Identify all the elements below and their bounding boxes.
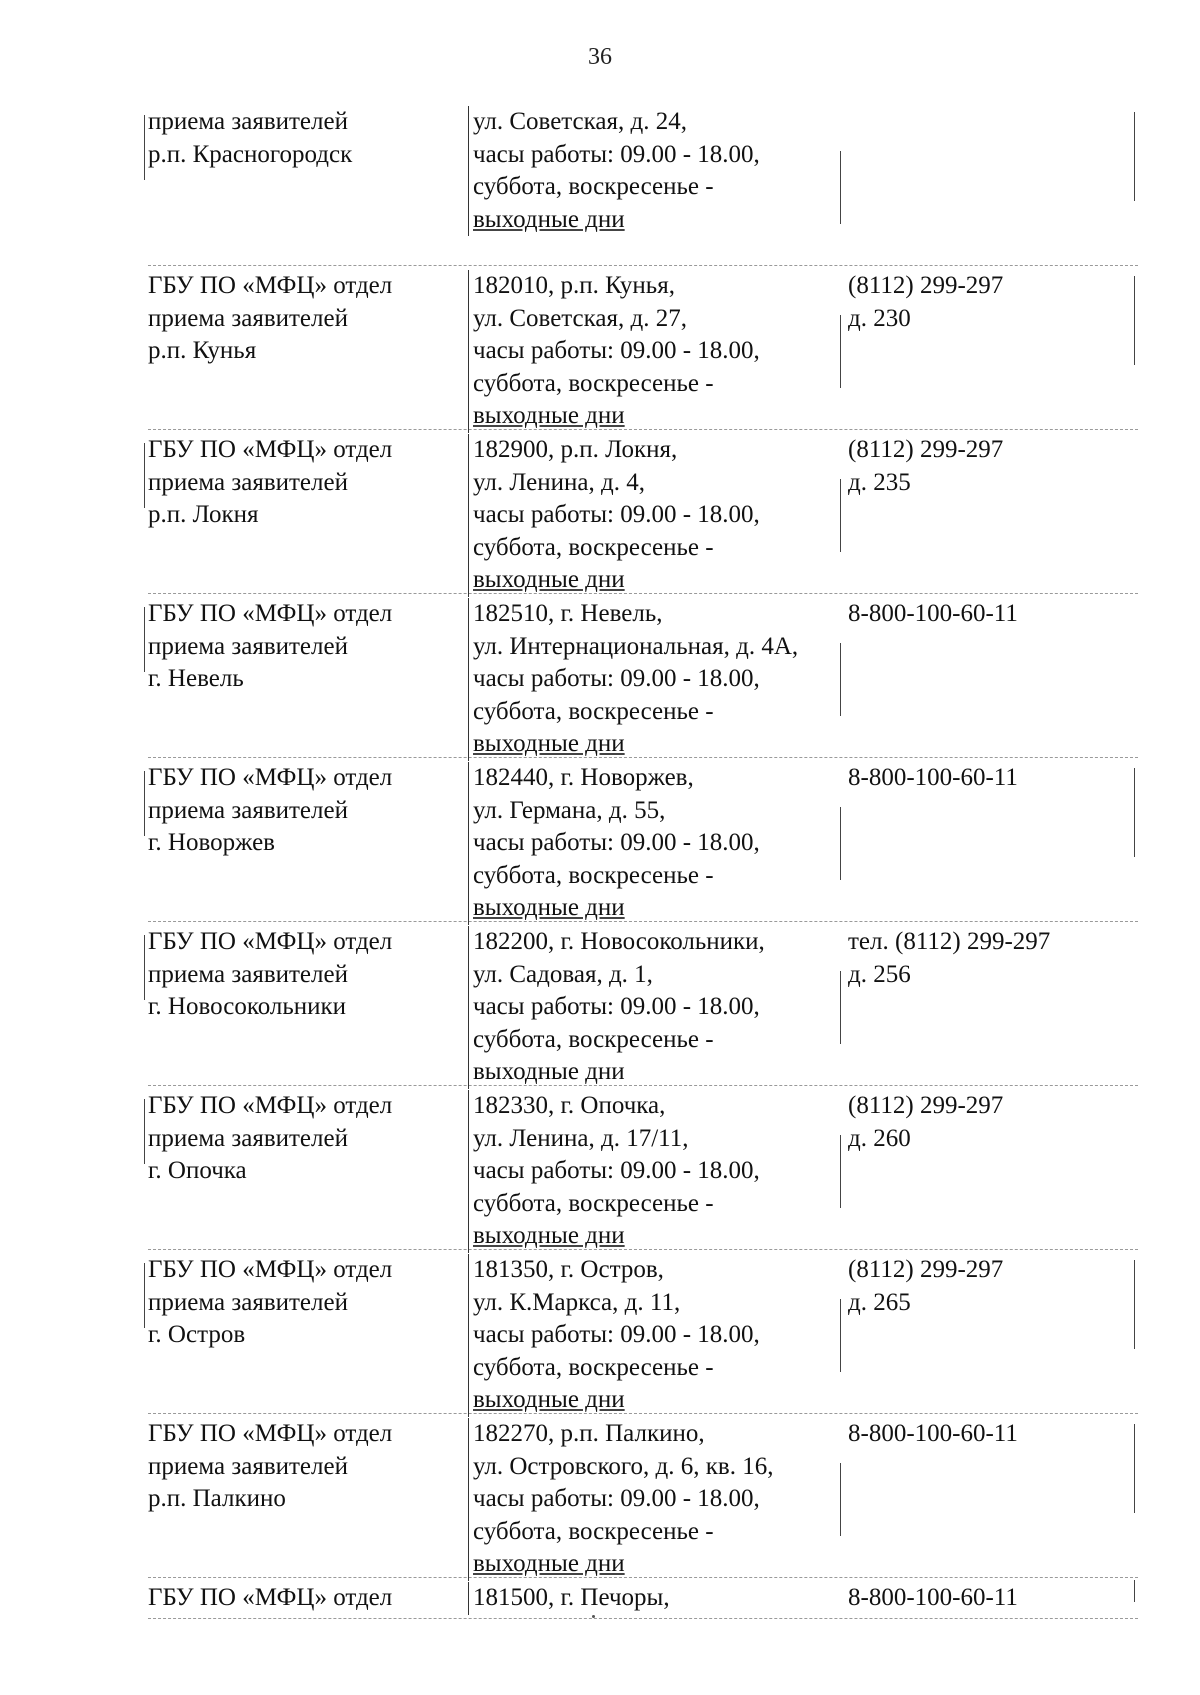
phone-cell xyxy=(848,1582,1138,1615)
address-line: суббота, воскресенье - xyxy=(473,861,714,889)
org-line: ГБУ ПО «МФЦ» отдел xyxy=(148,272,393,299)
phone-cell xyxy=(848,1418,1138,1451)
phone-line: д. 235 xyxy=(848,468,911,496)
org-cell xyxy=(148,1254,458,1352)
cell-border xyxy=(840,479,841,552)
cell-border xyxy=(144,771,145,836)
cell-border xyxy=(840,643,841,716)
cell-border xyxy=(840,971,841,1044)
cell-border xyxy=(144,443,145,508)
phone-line: (8112) 299-297 xyxy=(848,272,1004,299)
phone-line: д. 260 xyxy=(848,1124,911,1152)
org-line: ГБУ ПО «МФЦ» отдел xyxy=(148,928,393,955)
address-line: выходные дни xyxy=(473,1550,625,1577)
org-cell xyxy=(148,762,458,860)
scan-speck xyxy=(592,1615,595,1618)
org-line: ГБУ ПО «МФЦ» отдел xyxy=(148,600,393,627)
phone-line: 8-800-100-60-11 xyxy=(848,764,1018,791)
org-cell xyxy=(148,598,458,696)
address-line: часы работы: 09.00 - 18.00, xyxy=(473,829,760,856)
phone-cell xyxy=(848,270,1138,335)
address-line: ул. Советская, д. 27, xyxy=(473,304,687,332)
cell-border xyxy=(1134,112,1135,202)
phone-line: (8112) 299-297 xyxy=(848,1256,1004,1283)
address-line: выходные дни xyxy=(473,402,625,429)
phone-line: тел. (8112) 299-297 xyxy=(848,928,1051,955)
address-line: часы работы: 09.00 - 18.00, xyxy=(473,501,760,528)
address-cell xyxy=(468,106,993,236)
phone-line: (8112) 299-297 xyxy=(848,1092,1004,1119)
org-cell xyxy=(148,926,458,1024)
cell-border xyxy=(1134,1424,1135,1514)
table-row xyxy=(148,266,1138,430)
address-line: суббота, воскресенье - xyxy=(473,369,714,397)
address-line: ул. К.Маркса, д. 11, xyxy=(473,1288,681,1316)
org-cell xyxy=(148,434,458,532)
org-line: приема заявителей xyxy=(148,1288,348,1316)
address-line: ул. Садовая, д. 1, xyxy=(473,960,653,988)
address-line: часы работы: 09.00 - 18.00, xyxy=(473,1321,760,1348)
phone-line: д. 265 xyxy=(848,1288,911,1316)
cell-border xyxy=(1134,1580,1135,1602)
phone-line: 8-800-100-60-11 xyxy=(848,1584,1018,1611)
cell-border xyxy=(1134,768,1135,858)
address-line: суббота, воскресенье - xyxy=(473,1189,714,1217)
address-line: выходные дни xyxy=(473,730,625,757)
page-number: 36 xyxy=(588,44,612,70)
address-line: часы работы: 09.00 - 18.00, xyxy=(473,665,760,692)
address-line: суббота, воскресенье - xyxy=(473,1025,714,1053)
phone-line: д. 256 xyxy=(848,960,911,988)
address-line: суббота, воскресенье - xyxy=(473,697,714,725)
address-line: выходные дни xyxy=(473,1058,625,1085)
table-row xyxy=(148,1250,1138,1414)
org-cell xyxy=(148,1582,458,1615)
org-line: приема заявителей xyxy=(148,304,348,332)
org-line: ГБУ ПО «МФЦ» отдел xyxy=(148,764,393,791)
address-line: 182900, р.п. Локня, xyxy=(473,436,678,463)
address-line: ул. Советская, д. 24, xyxy=(473,108,687,135)
org-line: г. Невель xyxy=(148,665,244,692)
address-line: 182510, г. Невель, xyxy=(473,600,663,627)
org-line: р.п. Красногородск xyxy=(148,140,353,168)
cell-border xyxy=(840,807,841,880)
table-row xyxy=(148,758,1138,922)
cell-border xyxy=(1134,276,1135,366)
org-line: ГБУ ПО «МФЦ» отдел xyxy=(148,1420,393,1447)
phone-line: 8-800-100-60-11 xyxy=(848,600,1018,627)
address-line: часы работы: 09.00 - 18.00, xyxy=(473,1485,760,1512)
org-cell xyxy=(148,106,458,171)
table-row xyxy=(148,594,1138,758)
org-line: приема заявителей xyxy=(148,468,348,496)
address-line: выходные дни xyxy=(473,205,625,233)
phone-cell xyxy=(848,762,1138,795)
address-line: ул. Германа, д. 55, xyxy=(473,796,666,824)
org-line: ГБУ ПО «МФЦ» отдел xyxy=(148,1584,393,1611)
phone-cell xyxy=(848,926,1138,991)
org-cell xyxy=(148,1090,458,1188)
org-cell xyxy=(148,1418,458,1516)
org-line: приема заявителей xyxy=(148,1452,348,1480)
org-line: г. Опочка xyxy=(148,1157,247,1184)
org-line: ГБУ ПО «МФЦ» отдел xyxy=(148,436,393,463)
org-line: г. Новоржев xyxy=(148,829,275,856)
table-row xyxy=(148,1086,1138,1250)
table-row xyxy=(148,430,1138,594)
phone-line: 8-800-100-60-11 xyxy=(848,1420,1018,1447)
address-line: выходные дни xyxy=(473,894,625,921)
address-line: ул. Ленина, д. 4, xyxy=(473,468,645,496)
cell-border xyxy=(144,607,145,672)
address-line: 182270, р.п. Палкино, xyxy=(473,1420,705,1447)
cell-border xyxy=(1134,1260,1135,1350)
address-line: ул. Островского, д. 6, кв. 16, xyxy=(473,1452,774,1480)
address-line: суббота, воскресенье - xyxy=(473,173,714,200)
table-row xyxy=(148,922,1138,1086)
address-line: часы работы: 09.00 - 18.00, xyxy=(473,337,760,364)
org-line: приема заявителей xyxy=(148,1124,348,1152)
address-line: суббота, воскресенье - xyxy=(473,1353,714,1381)
org-line: р.п. Кунья xyxy=(148,337,257,364)
address-line: 182330, г. Опочка, xyxy=(473,1092,666,1119)
address-line: 182440, г. Новоржев, xyxy=(473,764,694,791)
org-line: р.п. Палкино xyxy=(148,1485,286,1512)
cell-border xyxy=(840,1299,841,1372)
org-line: г. Новосокольники xyxy=(148,993,347,1020)
cell-border xyxy=(144,935,145,1000)
phone-cell xyxy=(848,1090,1138,1155)
org-line: приема заявителей xyxy=(148,632,348,660)
phone-cell xyxy=(848,434,1138,499)
cell-border xyxy=(840,151,841,224)
cell-border xyxy=(144,115,145,180)
address-line: суббота, воскресенье - xyxy=(473,533,714,561)
address-line: 181350, г. Остров, xyxy=(473,1256,664,1283)
cell-border xyxy=(840,315,841,388)
org-line: приема заявителей xyxy=(148,960,348,988)
address-line: выходные дни xyxy=(473,1386,625,1413)
address-line: 182200, г. Новосокольники, xyxy=(473,928,765,955)
org-line: г. Остров xyxy=(148,1321,246,1348)
org-line: ГБУ ПО «МФЦ» отдел xyxy=(148,1256,393,1283)
address-line: ул. Ленина, д. 17/11, xyxy=(473,1124,689,1152)
cell-border xyxy=(144,1099,145,1164)
table-row xyxy=(148,102,1138,266)
address-line: суббота, воскресенье - xyxy=(473,1517,714,1545)
table-row xyxy=(148,1414,1138,1578)
table-row xyxy=(148,1578,1138,1619)
address-line: ул. Интернациональная, д. 4А, xyxy=(473,632,799,660)
phone-line: д. 230 xyxy=(848,304,911,332)
org-line: приема заявителей xyxy=(148,796,348,824)
phone-cell xyxy=(848,1254,1138,1319)
org-line: р.п. Локня xyxy=(148,501,259,528)
org-cell xyxy=(148,270,458,368)
address-line: выходные дни xyxy=(473,1222,625,1249)
cell-border xyxy=(840,1135,841,1208)
org-line: приема заявителей xyxy=(148,108,348,135)
address-line: часы работы: 09.00 - 18.00, xyxy=(473,140,760,168)
phone-cell xyxy=(848,598,1138,631)
cell-border xyxy=(144,1263,145,1328)
org-line: ГБУ ПО «МФЦ» отдел xyxy=(148,1092,393,1119)
phone-line: (8112) 299-297 xyxy=(848,436,1004,463)
offices-table xyxy=(148,102,1138,1619)
cell-border xyxy=(840,1463,841,1536)
address-line: часы работы: 09.00 - 18.00, xyxy=(473,993,760,1020)
address-line: часы работы: 09.00 - 18.00, xyxy=(473,1157,760,1184)
address-line: 182010, р.п. Кунья, xyxy=(473,272,675,299)
address-line: выходные дни xyxy=(473,566,625,593)
address-line: 181500, г. Печоры, xyxy=(473,1584,670,1611)
